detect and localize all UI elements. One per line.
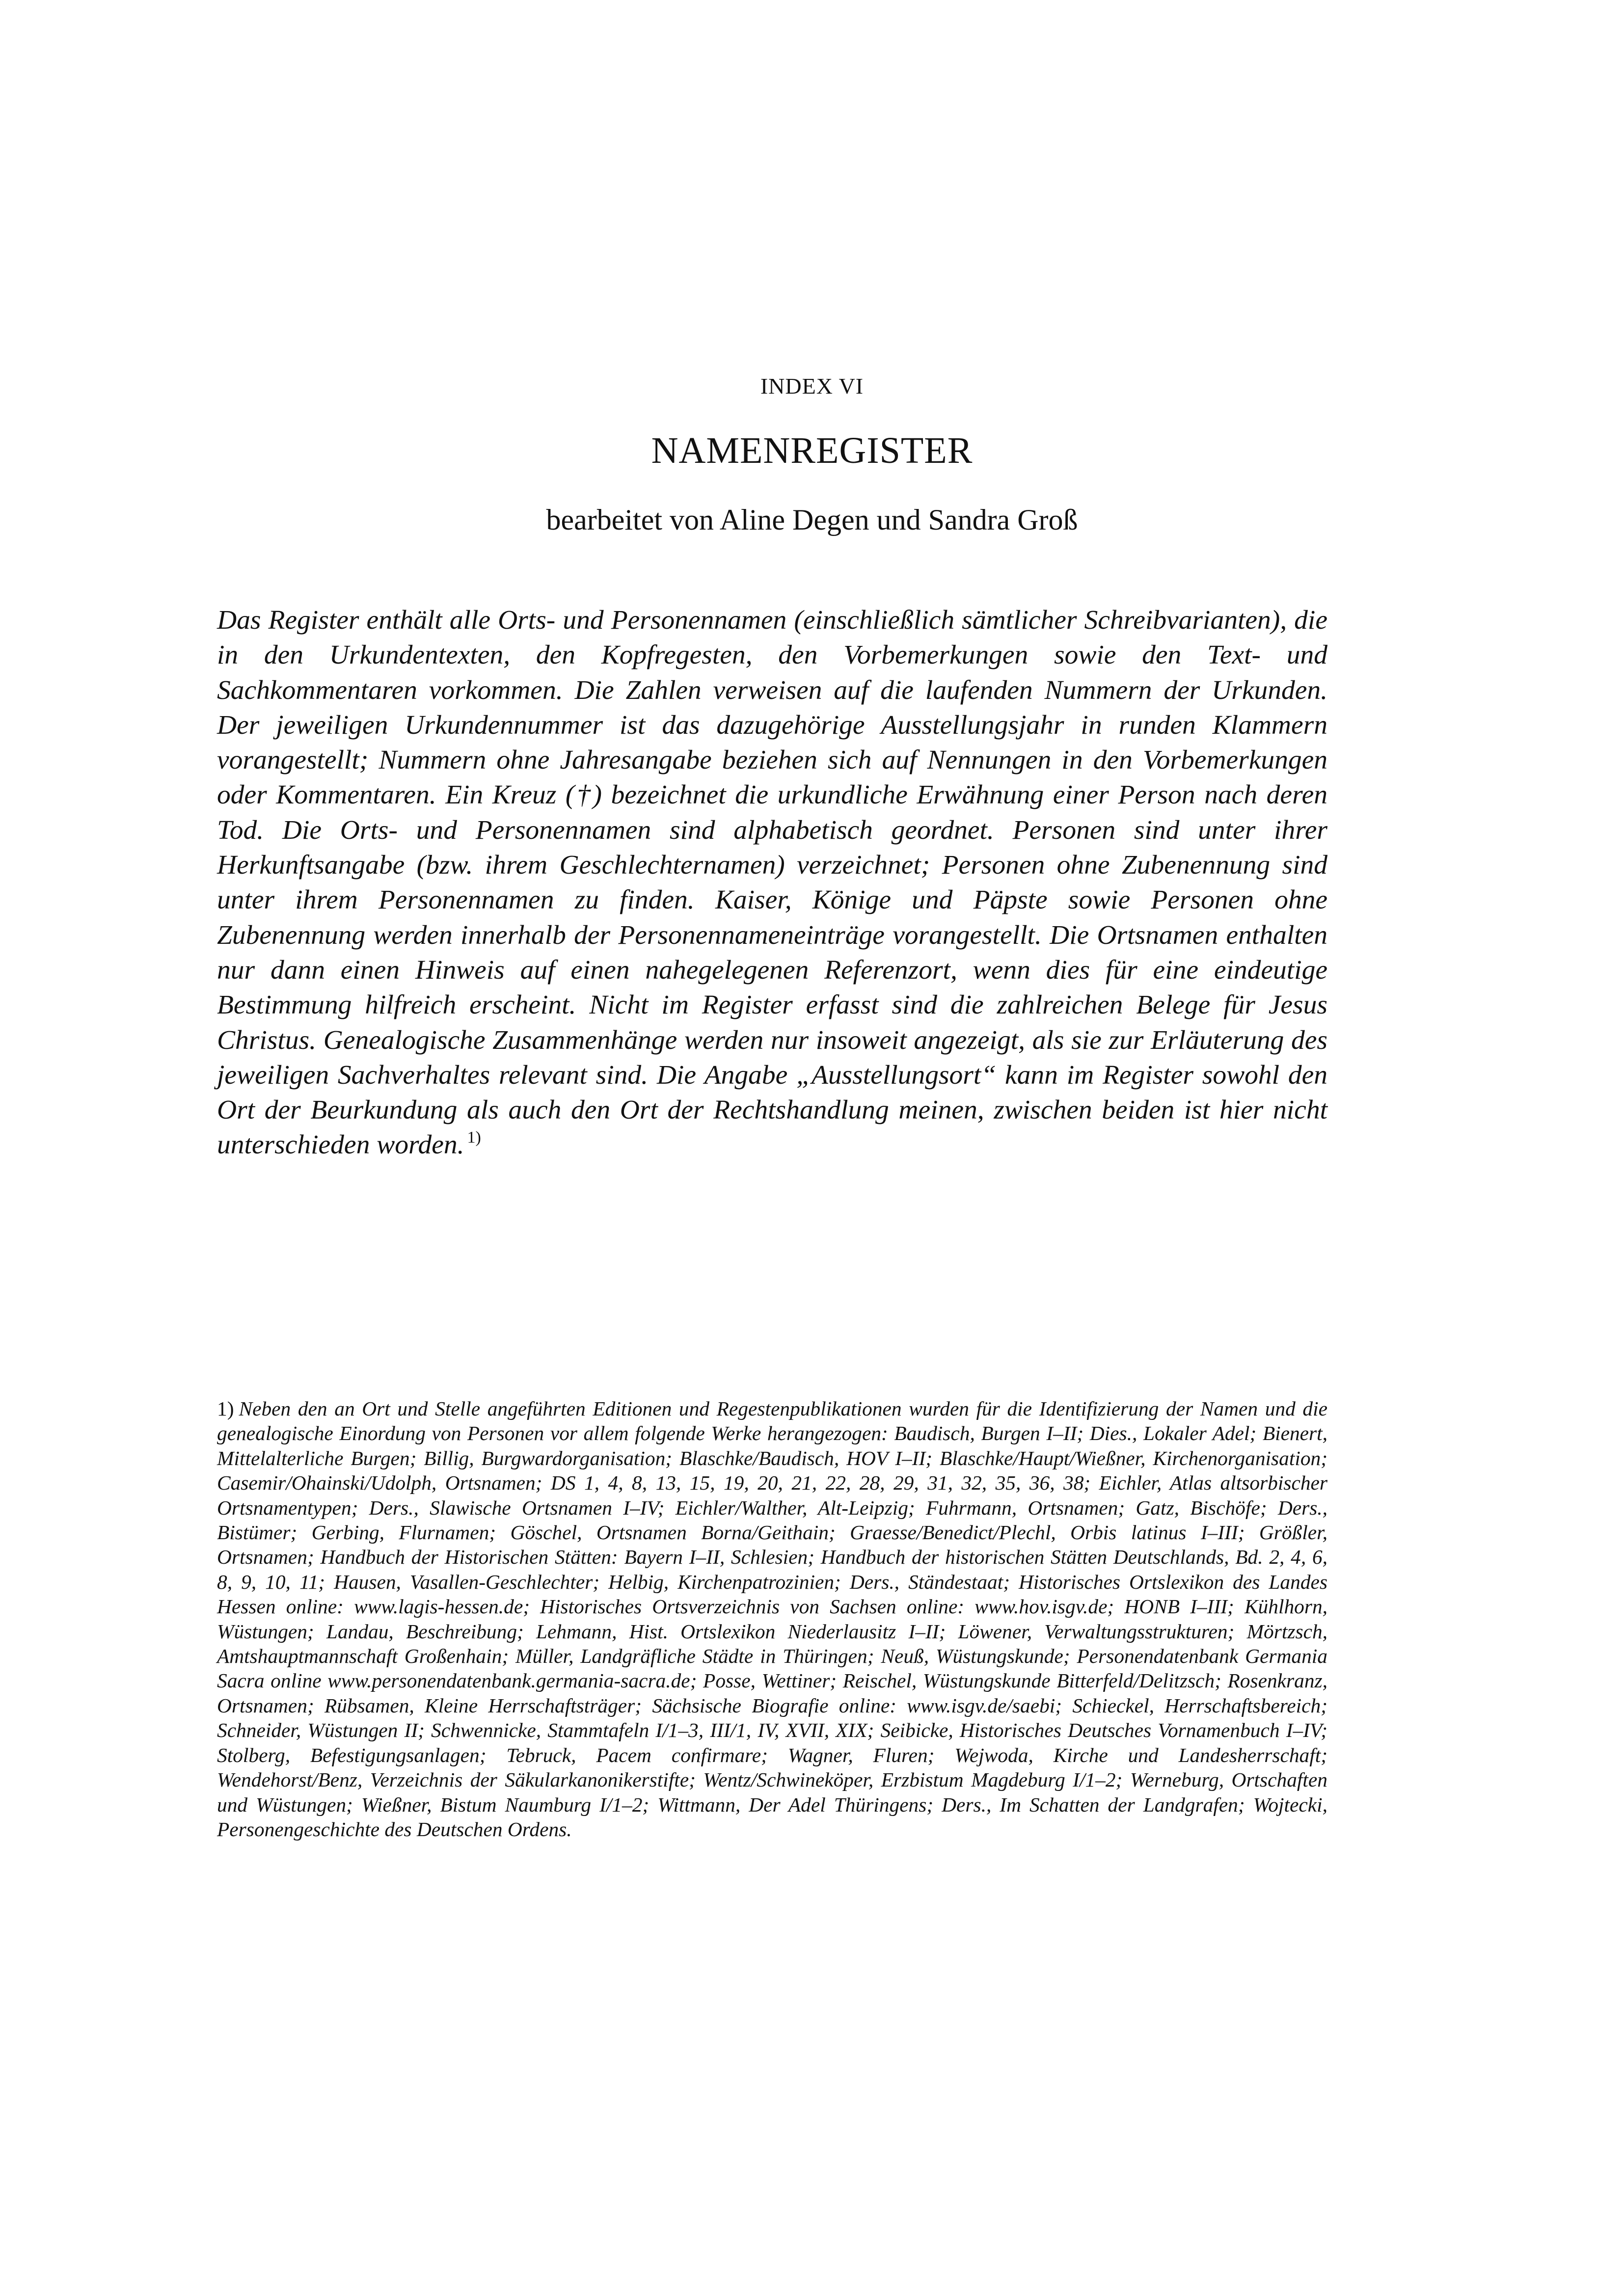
footnote [217,1396,1327,1842]
page-title: NAMENREGISTER [651,430,973,471]
page-subtitle: bearbeitet von Aline Degen und Sandra Groß [546,504,1078,536]
footnote-marker: 1) [217,1397,234,1420]
footnote-reference[interactable]: 1) [467,1128,481,1147]
footnote-text: Neben den an Ort und Stelle angeführten Editionen und Regestenpublikationen wurden für die Identifizierung der Namen und die genealogische Einordung von Personen vor allem folgende Werke herangezogen: Baudisch, Burgen I–II; Dies., Lokaler Adel; Bienert, Mittelalterliche Burgen; Billig, Burgwardorganisation; Blaschke/Baudisch, HOV I–II; Blaschke/Haupt/Wießner, Kirchenorganisation; Casemir/Ohainski/Udolph, Ortsnamen; DS 1, 4, 8, 13, 15, 19, 20, 21, 22, 28, 29, 31, 32, 35, 36, 38; Eichler, Atlas altsorbischer Ortsnamentypen; Ders., Slawische Ortsnamen I–IV; Eichler/Walther, Alt-Leipzig; Fuhrmann, Ortsnamen; Gatz, Bischöfe; Ders., Bistümer; Gerbing, Flurnamen; Göschel, Ortsnamen Borna/Geithain; Graesse/Benedict/Plechl, Orbis latinus I–III; Größler, Ortsnamen; Handbuch der Historischen Stätten: Bayern I–II, Schlesien; Handbuch der historischen Stätten Deutschlands, Bd. 2, 4, 6, 8, 9, 10, 11; Hausen, Vasallen-Geschlechter; Helbig, Kirchenpatrozinien; Ders., Ständestaat; Historisches Ortslexikon des Landes Hessen online: www.lagis-hessen.de; Historisches Ortsverzeichnis von Sachsen online: www.hov.isgv.de; HONB I–III; Kühlhorn, Wüstungen; Landau, Beschreibung; Lehmann, Hist. Ortslexikon Niederlausitz I–II; Löwener, Verwaltungsstrukturen; Mörtzsch, Amtshauptmannschaft Großenhain; Müller, Landgräfliche Städte in Thüringen; Neuß, Wüstungskunde; Personendatenbank Germania Sacra online www.personendatenbank.germania-sacra.de; Posse, Wettiner; Reischel, Wüstungskunde Bitterfeld/Delitzsch; Rosenkranz, Ortsnamen; Rübsamen, Kleine Herrschaftsträger; Sächsische Biografie online: www.isgv.de/saebi; Schieckel, Herrschaftsbereich; Schneider, Wüstungen II; Schwennicke, Stammtafeln I/1–3, III/1, IV, XVII, XIX; Seibicke, Historisches Deutsches Vornamenbuch I–IV; Stolberg, Befestigungsanlagen; Tebruck, Pacem confirmare; Wagner, Fluren; Wejwoda, Kirche und Landesherrschaft; Wendehorst/Benz, Verzeichnis der Säkularkanonikerstifte; Wentz/Schwineköper, Erzbistum Magdeburg I/1–2; Werneburg, Ortschaften und Wüstungen; Wießner, Bistum Naumburg I/1–2; Wittmann, Der Adel Thüringens; Ders., Im Schatten der Landgrafen; Wojtecki, Personengeschichte des Deutschen Ordens. [217,1397,1327,1841]
index-label: INDEX VI [760,374,864,399]
intro-paragraph [217,603,1327,1163]
intro-text: Das Register enthält alle Orts- und Personennamen (einschließlich sämtlicher Schreibvarianten), die in den Urkundentexten, den Kopfregesten, den Vorbemerkungen sowie den Text- und Sachkommentaren vorkommen. Die Zahlen verweisen auf die laufenden Nummern der Urkunden. Der jeweiligen Urkundennummer ist das dazugehörige Ausstellungsjahr in runden Klammern vorangestellt; Nummern ohne Jahresangabe beziehen sich auf Nennungen in den Vorbemerkungen oder Kommentaren. Ein Kreuz (†) bezeichnet die urkundliche Erwähnung einer Person nach deren Tod. Die Orts- und Personennamen sind alphabetisch geordnet. Personen sind unter ihrer Herkunftsangabe (bzw. ihrem Geschlechternamen) verzeichnet; Personen ohne Zubenennung sind unter ihrem Personennamen zu finden. Kaiser, Könige und Päpste sowie Personen ohne Zubenennung werden innerhalb der Personennameneinträge vorangestellt. Die Ortsnamen enthalten nur dann einen Hinweis auf einen nahegelegenen Referenzort, wenn dies für eine eindeutige Bestimmung hilfreich erscheint. Nicht im Register erfasst sind die zahlreichen Belege für Jesus Christus. Genealogische Zusammenhänge werden nur insoweit angezeigt, als sie zur Erläuterung des jeweiligen Sachverhaltes relevant sind. Die Angabe „Ausstellungsort“ kann im Register sowohl den Ort der Beurkundung als auch den Ort der Rechtshandlung meinen, zwischen beiden ist hier nicht unterschieden worden. [217,605,1327,1160]
